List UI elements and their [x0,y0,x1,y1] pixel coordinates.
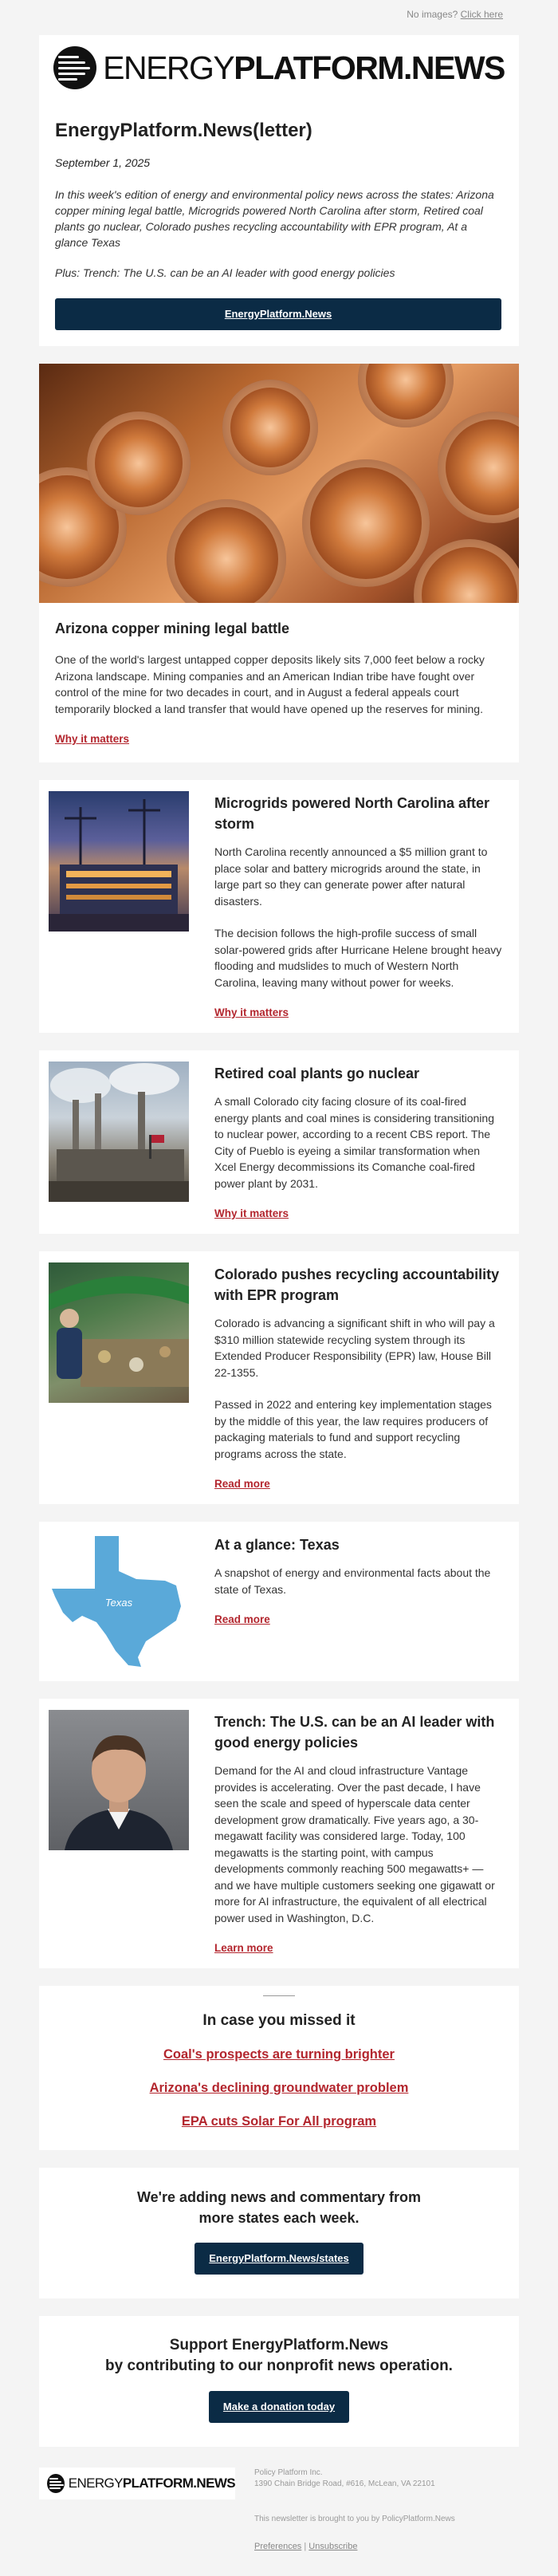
article-title: Colorado pushes recycling accountability with EPR program [214,1266,500,1303]
footer-logo[interactable] [39,2468,235,2499]
unsubscribe-link[interactable]: Unsubscribe [308,2542,358,2551]
preferences-link[interactable]: Preferences [254,2542,302,2551]
footer-logo-mark-icon [47,2474,65,2493]
article-body: Demand for the AI and cloud infrastructure Vantage provides is accelerating. Over the past decade, I have seen the scale and speed of hyperscale data center development grow dramatically. Five years ago, a 30-megawatt facility was considered large. Today, 100 megawatts is the starting point, with campus developments commonly reaching 500 megawatts+ — and we have multiple customers seeking one gigawatt or more for AI infrastructure, the equivalent of all electrical power used in Washington, D.C. [214,1764,495,1924]
donate-button[interactable]: Make a donation today [209,2391,349,2423]
article-title: Microgrids powered North Carolina after storm [214,795,490,832]
states-promo [39,2168,519,2298]
hero-why-it-matters-link[interactable]: Why it matters [55,733,130,745]
states-promo-line1: We're adding news and commentary from [136,2189,422,2205]
divider [263,1995,295,1996]
author-portrait [49,1710,189,1850]
coal-plant-illustration [49,1062,189,1202]
support-line2: by contributing to our nonprofit news operation. [105,2357,453,2374]
logo-area [39,35,519,100]
article-title: Retired coal plants go nuclear [214,1065,420,1081]
issue-summary: In this week's edition of energy and environmental policy news across the states: Arizona copper mining legal battle, Microgrids powered North Carolina after storm, Retired coal plants go nuclear, Colorado pushes recycling accountability with EPR program, At a glance Texas [55,188,494,249]
logo-light-text: ENERGY [103,49,234,86]
no-images-text: No images? [407,9,458,20]
article-body: Colorado is advancing a significant shift in who will pay a $310 million statewide recycling system through its Extended Producer Responsibility (EPR) law, House Bill 22-1355. [214,1317,495,1379]
microgrid-illustration [49,791,189,932]
footer-logo-wordmark [69,2476,235,2491]
click-here-link[interactable]: Click here [460,9,503,20]
footer-logo-bold: PLATFORM.NEWS [122,2476,235,2491]
texas-map [49,1533,189,1668]
article-trench-ai [39,1699,519,1968]
in-case-you-missed-it [39,1986,519,2150]
texas-read-more-link[interactable]: Read more [214,1613,270,1625]
coal-why-it-matters-link[interactable]: Why it matters [214,1207,289,1219]
article-coal-nuclear [39,1050,519,1234]
footer-separator: | [304,2542,307,2551]
preheader [39,0,519,35]
support-heading [55,2335,503,2377]
texas-map-shape [49,1533,189,1668]
site-button[interactable]: EnergyPlatform.News [55,298,501,330]
footer-org: Policy Platform Inc. [254,2468,323,2477]
article-body: A snapshot of energy and environmental facts about the state of Texas. [214,1566,491,1596]
article-recycling-epr [39,1251,519,1504]
article-text [189,1710,503,1956]
states-button[interactable]: EnergyPlatform.News/states [195,2243,363,2275]
microgrids-why-it-matters-link[interactable]: Why it matters [214,1006,289,1018]
support-promo [39,2316,519,2447]
issue-plus: Plus: Trench: The U.S. can be an AI leader with good energy policies [55,266,395,279]
article-title: At a glance: Texas [214,1537,340,1553]
hero-story [39,364,519,762]
missed-link-groundwater[interactable]: Arizona's declining groundwater problem [149,2081,409,2095]
article-body: The decision follows the high-profile success of small solar-powered grids after Hurricane Helene brought heavy flooding and mudslides to much of Western North Carolina, leaving many without power for weeks. [214,927,502,989]
coal-plant-image [49,1062,189,1202]
footer-note: This newsletter is brought to you by PolicyPlatform.News [254,2515,455,2523]
article-body: North Carolina recently announced a $5 million grant to place solar and battery microgrids around the state, in large part so they can generate power after natural disasters. [214,845,488,908]
intro [39,100,519,346]
footer-links [254,2541,455,2552]
recycling-image [49,1262,189,1403]
article-body: Passed in 2022 and entering key implementation stages by the middle of this year, the law requires producers of packaging materials to fund and support recycling programs across the state. [214,1398,492,1460]
recycling-read-more-link[interactable]: Read more [214,1478,270,1490]
missed-link-epa[interactable]: EPA cuts Solar For All program [181,2114,377,2129]
states-promo-heading [55,2187,503,2228]
newsletter-title: EnergyPlatform.News(letter) [55,120,312,141]
hero-text [39,603,519,762]
states-promo-line2: more states each week. [198,2210,360,2226]
texas-map-label: Texas [104,1597,133,1609]
issue-date: September 1, 2025 [55,156,151,169]
logo-wordmark [103,49,505,87]
hero-title: Arizona copper mining legal battle [55,620,290,636]
header-card [39,35,519,346]
hero-body: One of the world's largest untapped copper deposits likely sits 7,000 feet below a rocky Arizona landscape. Mining companies and an American Indian tribe have fought over control of the mine for two decades in court, and in August a federal appeals court temporarily blocked a land transfer that would have opened up the reserves for mining. [55,653,485,715]
footer-info [235,2468,455,2552]
brand-logo[interactable] [53,46,505,89]
footer-logo-light: ENERGY [68,2476,123,2491]
no-images-notice [407,9,503,20]
article-text [189,1062,503,1221]
footer-address: 1390 Chain Bridge Road, #616, McLean, VA 22101 [254,2479,435,2488]
support-line1: Support EnergyPlatform.News [169,2337,389,2353]
author-portrait-illustration [49,1710,189,1850]
recycling-illustration [49,1262,189,1403]
missed-title: In case you missed it [202,2012,356,2029]
logo-bold-text: PLATFORM.NEWS [234,49,505,86]
footer [39,2447,519,2576]
trench-learn-more-link[interactable]: Learn more [214,1942,273,1954]
article-texas-glance [39,1522,519,1681]
newsletter [39,0,519,2576]
article-body: A small Colorado city facing closure of its coal-fired energy plants and coal mines is considering transitioning to nuclear power, according to a recent CBS report. The City of Pueblo is eyeing a similar transformation when Xcel Energy decommissions its Comanche coal-fired power plant by 2031. [214,1095,494,1190]
article-text [189,791,503,1020]
article-text [189,1262,503,1491]
copper-spools-image [39,364,519,603]
missed-link-coal[interactable]: Coal's prospects are turning brighter [163,2047,395,2062]
microgrid-image [49,791,189,932]
article-title: Trench: The U.S. can be an AI leader with good energy policies [214,1714,495,1751]
article-text [189,1533,503,1668]
logo-mark-icon [53,46,96,89]
article-microgrids [39,780,519,1033]
